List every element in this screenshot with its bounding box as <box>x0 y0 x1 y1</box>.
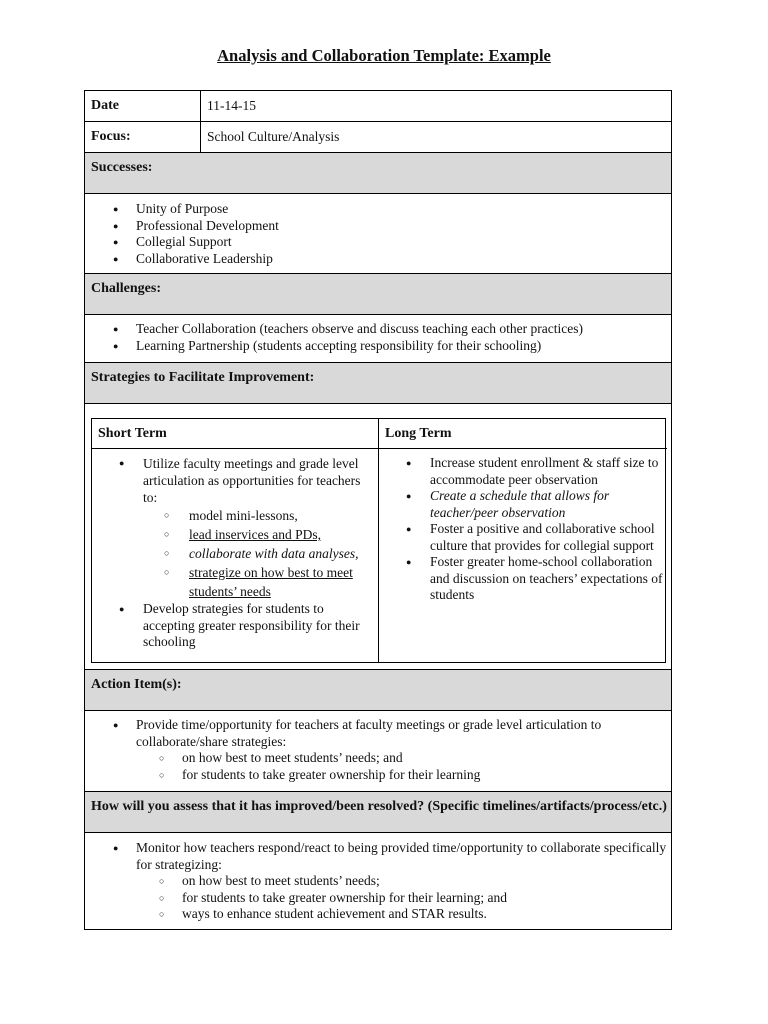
list-item: ● Increase student enrollment & staff size to accommodate peer observation <box>379 455 663 488</box>
strategies-table <box>91 418 666 663</box>
strategies-body <box>85 404 671 670</box>
short-term-sublist <box>92 506 374 601</box>
short-term-list <box>92 455 374 506</box>
focus-value: School Culture/Analysis <box>207 129 340 144</box>
long-term-heading: Long Term <box>379 419 667 449</box>
list-item: ● Monitor how teachers respond/react to being provided time/opportunity to collaborate specifically for strategizing: <box>85 840 671 873</box>
short-term-cell <box>92 449 379 662</box>
challenges-body <box>85 315 671 363</box>
strategies-heading: Strategies to Facilitate Improvement: <box>85 363 671 404</box>
sub-list-item: ○ ways to enhance student achievement and STAR results. <box>85 906 671 923</box>
list-item: ● Foster greater home-school collaboration and discussion on teachers’ expectations of students <box>379 554 663 604</box>
list-item: ● Teacher Collaboration (teachers observe and discuss teaching each other practices) <box>85 321 671 338</box>
date-row <box>85 91 671 122</box>
long-term-list <box>379 455 663 604</box>
date-label: Date <box>85 91 201 121</box>
focus-label: Focus: <box>85 122 201 152</box>
sub-list-item: ○ on how best to meet students’ needs; <box>85 873 671 890</box>
sub-list-item: ○ collaborate with data analyses, <box>92 544 374 563</box>
list-item: ● Collaborative Leadership <box>85 251 671 268</box>
assessment-sublist <box>85 873 671 923</box>
short-term-list-2 <box>92 601 374 651</box>
document-title: Analysis and Collaboration Template: Example <box>217 46 551 65</box>
list-item: ● Provide time/opportunity for teachers at faculty meetings or grade level articulation to collaborate/share strategies: <box>85 717 671 750</box>
sub-list-item: ○ for students to take greater ownership for their learning <box>85 767 671 784</box>
sub-list-item: ○ for students to take greater ownership for their learning; and <box>85 890 671 907</box>
list-item: ● Utilize faculty meetings and grade level articulation as opportunities for teachers to: <box>92 455 374 506</box>
successes-list <box>85 201 671 267</box>
assessment-body <box>85 833 671 929</box>
successes-heading: Successes: <box>85 153 671 194</box>
long-term-cell <box>379 449 667 662</box>
action-items-sublist <box>85 750 671 783</box>
date-value: 11-14-15 <box>207 98 256 113</box>
sub-list-item: ○ strategize on how best to meet students’ needs <box>92 563 374 601</box>
sub-list-item: ○ lead inservices and PDs, <box>92 525 374 544</box>
list-item: ● Foster a positive and collaborative school culture that provides for collegial support <box>379 521 663 554</box>
list-item: ● Professional Development <box>85 218 671 235</box>
list-item: ● Learning Partnership (students accepting responsibility for their schooling) <box>85 338 671 355</box>
list-item: ● Collegial Support <box>85 234 671 251</box>
sub-list-item: ○ on how best to meet students’ needs; and <box>85 750 671 767</box>
list-item: ● Develop strategies for students to accepting greater responsibility for their schooling <box>92 601 374 651</box>
list-item: ● Unity of Purpose <box>85 201 671 218</box>
successes-body <box>85 194 671 274</box>
action-items-heading: Action Item(s): <box>85 670 671 711</box>
assessment-list <box>85 840 671 873</box>
assessment-heading: How will you assess that it has improved/been resolved? (Specific timelines/artifacts/process/etc.) <box>85 792 671 833</box>
list-item: ● Create a schedule that allows for teacher/peer observation <box>379 488 663 521</box>
challenges-heading: Challenges: <box>85 274 671 315</box>
short-term-heading: Short Term <box>92 419 379 449</box>
challenges-list <box>85 321 671 354</box>
action-items-list <box>85 717 671 750</box>
sub-list-item: ○ model mini-lessons, <box>92 506 374 525</box>
action-items-body <box>85 711 671 792</box>
template-table <box>84 90 672 930</box>
focus-row <box>85 122 671 153</box>
